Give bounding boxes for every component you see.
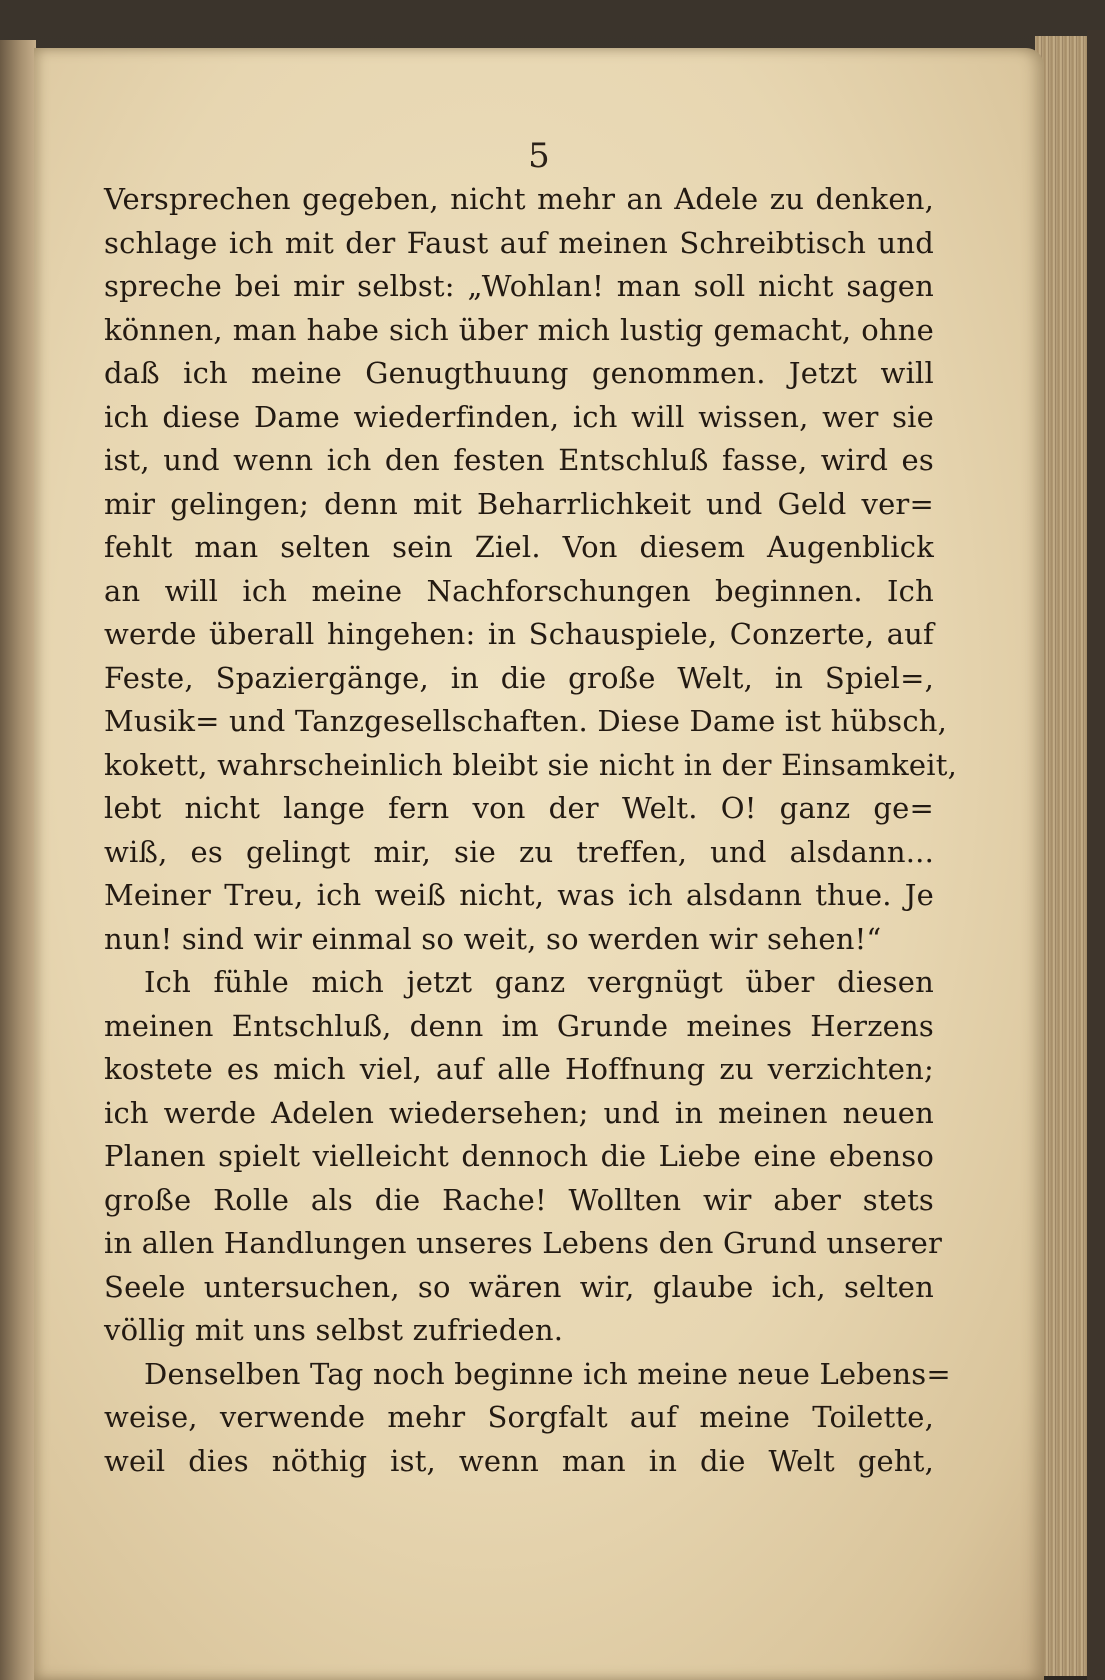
paragraph-start-line: Denselben Tag noch beginne ich meine neue Lebens= — [144, 1356, 951, 1391]
text-line: völlig mit uns selbst zufrieden. — [104, 1313, 564, 1347]
text-line: Versprechen gegeben, nicht mehr an Adele zu denken, — [104, 182, 934, 216]
paragraph-start-line: Ich fühle mich jetzt ganz vergnügt über diesen — [144, 965, 934, 999]
text-line: weil dies nöthig ist, wenn man in die Welt geht, — [104, 1443, 934, 1478]
text-line: spreche bei mir selbst: „Wohlan! man soll nicht sagen — [104, 269, 934, 303]
facing-page-edge — [0, 40, 36, 1680]
text-line: Planen spielt vielleicht dennoch die Liebe eine ebenso — [104, 1139, 934, 1173]
text-line: weise, verwende mehr Sorgfalt auf meine Toilette, — [104, 1400, 934, 1434]
text-line: Seele untersuchen, so wären wir, glaube ich, selten — [104, 1269, 934, 1304]
text-line: ich diese Dame wiederfinden, ich will wissen, wer sie — [104, 399, 934, 434]
body-text — [104, 178, 958, 1483]
text-line: wiß, es gelingt mir, sie zu treffen, und alsdann... — [104, 834, 934, 869]
book-cover-edge — [1087, 30, 1105, 1680]
text-line: kostete es mich viel, auf alle Hoffnung zu verzichten; — [104, 1052, 934, 1086]
text-line: an will ich meine Nachforschungen beginnen. Ich — [104, 573, 934, 608]
page-number: 5 — [528, 136, 550, 176]
text-line: in allen Handlungen unseres Lebens den Grund unserer — [104, 1226, 943, 1260]
text-line: schlage ich mit der Faust auf meinen Schreibtisch und — [104, 225, 934, 260]
book-page — [34, 48, 1044, 1680]
text-line: lebt nicht lange fern von der Welt. O! ganz ge= — [104, 791, 934, 825]
text-line: Feste, Spaziergänge, in die große Welt, in Spiel=, — [104, 660, 934, 695]
text-line: daß ich meine Genugthuung genommen. Jetzt will — [104, 356, 934, 390]
text-line: ist, und wenn ich den festen Entschluß fasse, wird es — [104, 443, 934, 477]
text-line: mir gelingen; denn mit Beharrlichkeit und Geld ver= — [104, 486, 934, 521]
text-line: werde überall hingehen: in Schauspiele, Conzerte, auf — [104, 617, 934, 651]
text-line: fehlt man selten sein Ziel. Von diesem Augenblick — [104, 530, 934, 564]
text-line: können, man habe sich über mich lustig gemacht, ohne — [104, 312, 934, 347]
text-line: Musik= und Tanzgesellschaften. Diese Dame ist hübsch, — [104, 704, 948, 738]
text-line: ich werde Adelen wiedersehen; und in meinen neuen — [104, 1095, 934, 1130]
text-line: große Rolle als die Rache! Wollten wir aber stets — [104, 1182, 934, 1217]
text-line: Meiner Treu, ich weiß nicht, was ich alsdann thue. Je — [104, 878, 934, 912]
text-line: nun! sind wir einmal so weit, so werden wir sehen!“ — [104, 921, 882, 956]
text-line: kokett, wahrscheinlich bleibt sie nicht in der Einsamkeit, — [104, 747, 958, 782]
text-line: meinen Entschluß, denn im Grunde meines Herzens — [104, 1008, 934, 1043]
